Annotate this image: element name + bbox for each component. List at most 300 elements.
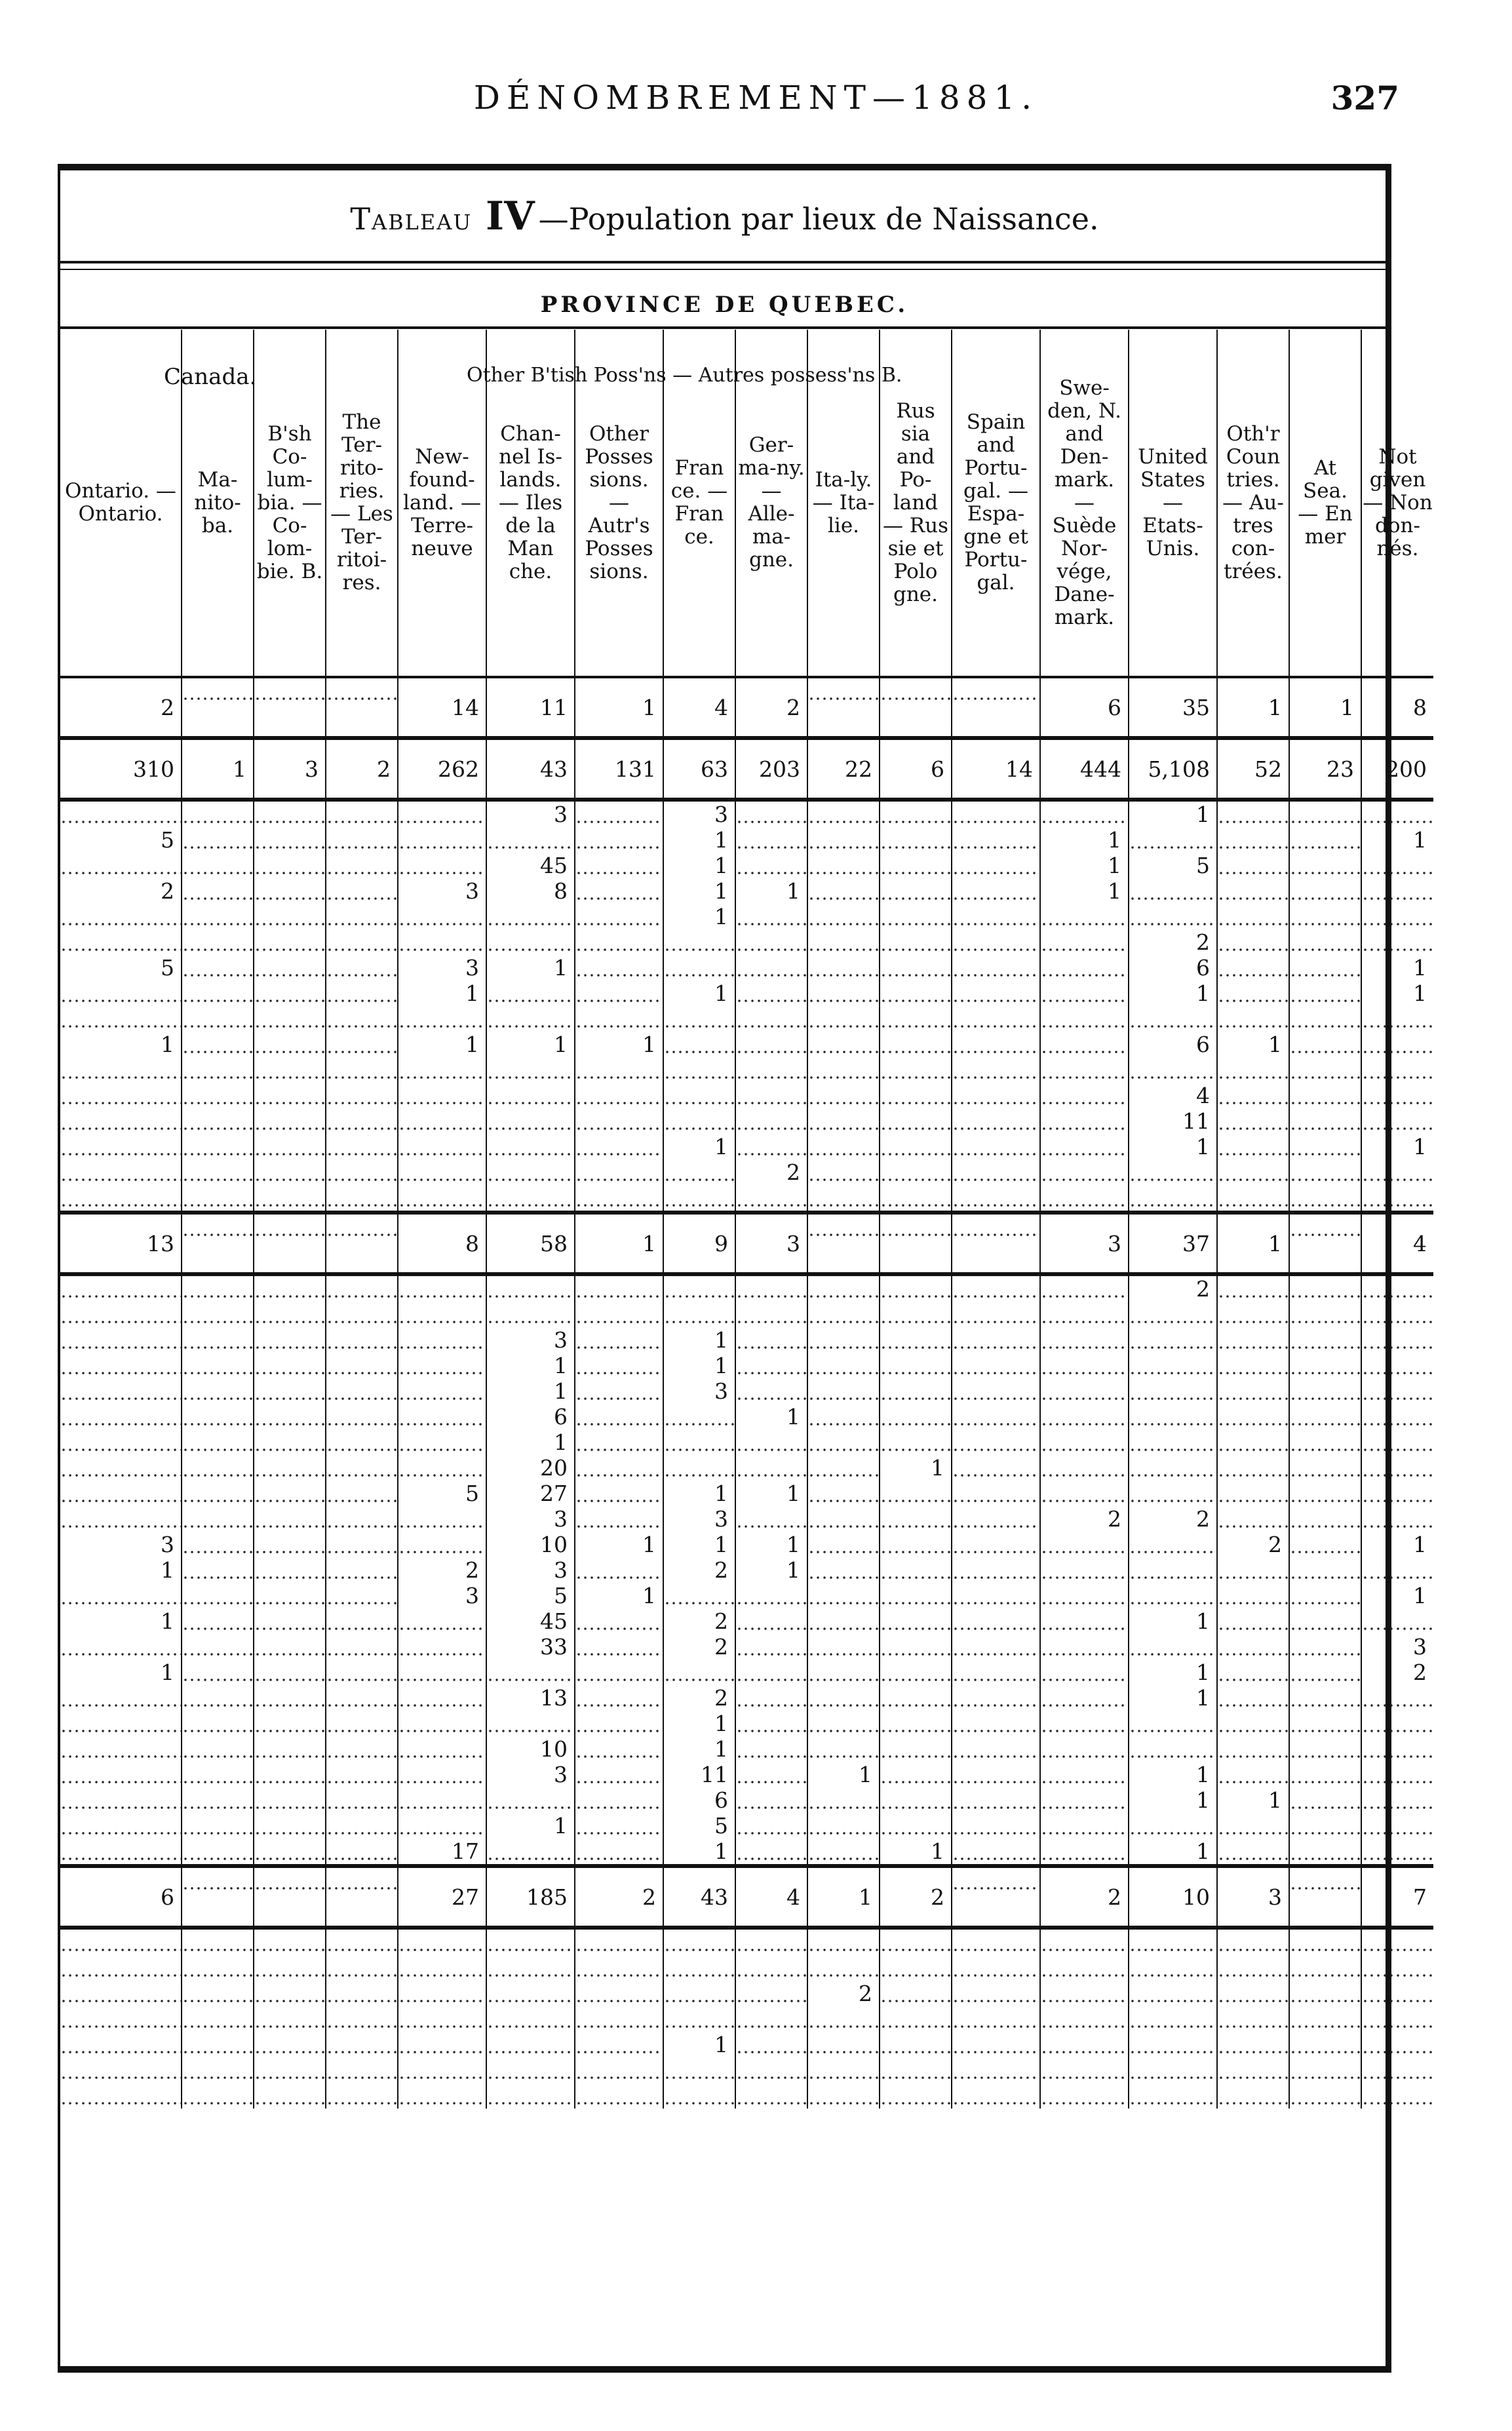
table-cell: 1 bbox=[486, 1378, 575, 1404]
table-cell bbox=[1129, 1981, 1217, 2006]
table-cell: 11 bbox=[1129, 1108, 1217, 1134]
table-cell bbox=[1129, 1532, 1217, 1557]
table-row bbox=[60, 1981, 1433, 2006]
table-cell bbox=[1040, 1634, 1129, 1660]
table-cell bbox=[575, 1378, 663, 1404]
table-row bbox=[60, 981, 1433, 1006]
table-cell bbox=[1217, 2032, 1289, 2057]
table-cell bbox=[1217, 1583, 1289, 1608]
col-header: Ma-nito-ba. bbox=[182, 330, 254, 677]
table-cell: 2 bbox=[60, 677, 182, 738]
table-cell bbox=[254, 1711, 326, 1736]
table-cell bbox=[807, 1557, 880, 1583]
table-cell bbox=[1040, 1032, 1129, 1057]
table-cell bbox=[1129, 1634, 1217, 1660]
table-cell: 1 bbox=[1129, 1608, 1217, 1634]
table-cell: 2 bbox=[663, 1608, 735, 1634]
table-cell bbox=[735, 904, 807, 929]
table-cell: 2 bbox=[161, 878, 174, 904]
total-row bbox=[60, 677, 1433, 738]
table-cell bbox=[1289, 1838, 1361, 1866]
table-cell bbox=[880, 1159, 952, 1185]
table-cell bbox=[1289, 1481, 1361, 1506]
table-cell bbox=[1217, 1378, 1289, 1404]
table-cell bbox=[1217, 1302, 1289, 1327]
table-cell bbox=[182, 1032, 254, 1057]
table-cell bbox=[398, 800, 486, 827]
table-cell: 1 bbox=[663, 1327, 735, 1353]
table-cell bbox=[486, 1981, 575, 2006]
table-cell bbox=[1129, 2083, 1217, 2109]
table-cell: 43 bbox=[663, 1866, 735, 1928]
table-cell bbox=[1040, 1302, 1129, 1327]
table-cell bbox=[807, 800, 880, 827]
table-row bbox=[60, 1711, 1433, 1736]
table-cell bbox=[1040, 1159, 1129, 1185]
table-cell bbox=[880, 677, 952, 738]
table-cell bbox=[1129, 1006, 1217, 1032]
table-cell bbox=[254, 955, 326, 981]
table-cell bbox=[880, 1608, 952, 1634]
table-cell: 2 bbox=[663, 1685, 735, 1711]
table-cell bbox=[486, 2083, 575, 2109]
table-cell bbox=[952, 1185, 1040, 1213]
table-cell bbox=[60, 1928, 182, 1955]
table-cell: 3 bbox=[735, 1213, 807, 1274]
table-cell bbox=[254, 929, 326, 955]
table-cell bbox=[398, 853, 486, 878]
table-cell bbox=[398, 1057, 486, 1083]
table-cell: 3 bbox=[254, 738, 326, 800]
table-cell: 23 bbox=[1289, 738, 1361, 800]
table-cell bbox=[60, 1429, 182, 1455]
table-cell bbox=[398, 1634, 486, 1660]
table-cell bbox=[1040, 1583, 1129, 1608]
table-cell: 6 bbox=[486, 1404, 575, 1429]
table-cell bbox=[326, 1787, 398, 1813]
table-cell bbox=[1217, 1660, 1289, 1685]
table-cell bbox=[880, 1928, 952, 1955]
table-cell bbox=[254, 1506, 326, 1532]
page-number: 327 bbox=[1330, 79, 1399, 117]
table-cell bbox=[1217, 878, 1289, 904]
table-row bbox=[60, 1455, 1433, 1481]
table-cell bbox=[807, 1928, 880, 1955]
table-cell bbox=[575, 827, 663, 853]
table-cell bbox=[60, 1455, 182, 1481]
table-cell bbox=[1129, 1327, 1217, 1353]
table-cell bbox=[254, 1083, 326, 1108]
table-cell: 2 bbox=[735, 1159, 807, 1185]
table-cell bbox=[254, 1006, 326, 1032]
table-cell bbox=[807, 1159, 880, 1185]
table-cell: 1 bbox=[1129, 1838, 1217, 1866]
table-cell bbox=[1289, 1866, 1361, 1928]
table-cell bbox=[880, 1057, 952, 1083]
table-cell bbox=[254, 1185, 326, 1213]
table-cell: 2 bbox=[326, 738, 398, 800]
table-cell bbox=[486, 1185, 575, 1213]
table-cell bbox=[735, 1108, 807, 1134]
table-cell bbox=[663, 1455, 735, 1481]
table-row bbox=[60, 1928, 1433, 1955]
table-cell: 1 bbox=[161, 1608, 174, 1634]
table-cell bbox=[398, 1404, 486, 1429]
table-cell bbox=[952, 1159, 1040, 1185]
table-cell bbox=[326, 904, 398, 929]
table-cell bbox=[1217, 2083, 1289, 2109]
table-cell bbox=[952, 1981, 1040, 2006]
table-cell bbox=[807, 1134, 880, 1159]
table-cell: 5 bbox=[161, 827, 174, 853]
table-cell bbox=[880, 1134, 952, 1159]
table-cell: 4 bbox=[735, 1866, 807, 1928]
table-cell bbox=[1129, 1378, 1217, 1404]
table-cell bbox=[60, 981, 182, 1006]
table-cell bbox=[1217, 1404, 1289, 1429]
table-row bbox=[60, 1134, 1433, 1159]
table-cell bbox=[952, 1108, 1040, 1134]
table-cell bbox=[1361, 1506, 1433, 1532]
table-cell: 1 bbox=[663, 2032, 735, 2057]
table-cell bbox=[1289, 1057, 1361, 1083]
table-cell bbox=[182, 2006, 254, 2032]
table-cell: 58 bbox=[486, 1213, 575, 1274]
table-cell bbox=[182, 853, 254, 878]
table-cell: 1 bbox=[575, 677, 663, 738]
table-cell bbox=[1361, 1455, 1433, 1481]
table-cell bbox=[952, 1955, 1040, 1981]
table-cell bbox=[254, 1787, 326, 1813]
table-cell bbox=[1289, 904, 1361, 929]
table-cell bbox=[952, 2057, 1040, 2083]
table-cell bbox=[575, 955, 663, 981]
table-cell bbox=[326, 878, 398, 904]
table-cell bbox=[1040, 1378, 1129, 1404]
table-cell bbox=[575, 1006, 663, 1032]
table-cell bbox=[1361, 1711, 1433, 1736]
table-cell: 5 bbox=[663, 1813, 735, 1838]
table-cell bbox=[1129, 1583, 1217, 1608]
table-cell bbox=[182, 1481, 254, 1506]
table-cell bbox=[735, 1134, 807, 1159]
table-cell bbox=[60, 2083, 182, 2109]
table-cell bbox=[254, 981, 326, 1006]
table-cell: 2 bbox=[1361, 1660, 1433, 1685]
table-cell: 13 bbox=[60, 1213, 182, 1274]
table-cell: 4 bbox=[1129, 1083, 1217, 1108]
table-cell: 1 bbox=[1361, 827, 1433, 853]
table-cell: 6 bbox=[663, 1787, 735, 1813]
table-cell bbox=[182, 1302, 254, 1327]
table-row bbox=[60, 853, 1433, 878]
table-cell bbox=[1217, 1928, 1289, 1955]
table-cell bbox=[1217, 1762, 1289, 1787]
table-cell bbox=[60, 800, 182, 827]
table-cell bbox=[575, 1928, 663, 1955]
col-header: The Ter-rito-ries. — Les Ter-ritoi-res. bbox=[326, 330, 398, 677]
col-header: New-found-land. — Terre-neuve bbox=[398, 330, 486, 677]
table-cell: 3 bbox=[486, 800, 575, 827]
table-cell bbox=[952, 827, 1040, 853]
table-cell bbox=[1289, 1108, 1361, 1134]
table-cell bbox=[663, 955, 735, 981]
table-cell bbox=[326, 2057, 398, 2083]
table-cell bbox=[575, 981, 663, 1006]
table-cell bbox=[1217, 1274, 1289, 1302]
table-cell bbox=[326, 1404, 398, 1429]
table-cell bbox=[60, 1378, 182, 1404]
table-cell bbox=[1129, 1185, 1217, 1213]
table-cell bbox=[486, 1711, 575, 1736]
table-cell bbox=[182, 904, 254, 929]
table-cell bbox=[326, 2083, 398, 2109]
table-cell bbox=[1217, 929, 1289, 955]
table-cell bbox=[1289, 1404, 1361, 1429]
table-cell bbox=[1289, 1634, 1361, 1660]
col-header: Fran ce. — Fran ce. bbox=[663, 330, 735, 677]
table-cell bbox=[60, 1404, 182, 1429]
table-cell bbox=[1217, 1557, 1289, 1583]
table-cell bbox=[952, 981, 1040, 1006]
col-header: Rus sia and Po-land — Rus sie et Polo gne. bbox=[880, 330, 952, 677]
table-cell bbox=[1289, 1608, 1361, 1634]
table-cell bbox=[326, 1429, 398, 1455]
table-cell bbox=[952, 1006, 1040, 1032]
table-cell bbox=[575, 1327, 663, 1353]
table-cell: 1 bbox=[735, 878, 807, 904]
table-cell bbox=[1129, 1159, 1217, 1185]
table-cell bbox=[326, 1838, 398, 1866]
table-cell bbox=[735, 1838, 807, 1866]
table-cell bbox=[807, 1660, 880, 1685]
table-cell bbox=[1129, 1813, 1217, 1838]
table-cell bbox=[807, 904, 880, 929]
table-cell bbox=[807, 1057, 880, 1083]
col-header: Chan-nel Is-lands. — Iles de la Man che. bbox=[486, 330, 575, 677]
table-cell: 1 bbox=[575, 1532, 663, 1557]
table-cell bbox=[1289, 878, 1361, 904]
table-cell bbox=[326, 1557, 398, 1583]
table-cell bbox=[952, 677, 1040, 738]
table-cell bbox=[735, 981, 807, 1006]
table-cell bbox=[1289, 2057, 1361, 2083]
table-cell bbox=[575, 2032, 663, 2057]
table-cell bbox=[1217, 1108, 1289, 1134]
table-cell bbox=[880, 1660, 952, 1685]
table-cell bbox=[60, 2006, 182, 2032]
table-cell: 6 bbox=[880, 738, 952, 800]
table-cell: 14 bbox=[952, 738, 1040, 800]
table-cell bbox=[663, 1981, 735, 2006]
table-cell: 5,108 bbox=[1129, 738, 1217, 800]
table-cell bbox=[1361, 929, 1433, 955]
table-cell bbox=[1040, 2057, 1129, 2083]
table-cell bbox=[1289, 1981, 1361, 2006]
table-cell bbox=[1040, 1813, 1129, 1838]
table-cell bbox=[182, 1134, 254, 1159]
table-cell bbox=[1129, 2032, 1217, 2057]
table-cell bbox=[1361, 2057, 1433, 2083]
table-cell bbox=[663, 929, 735, 955]
table-cell bbox=[254, 1159, 326, 1185]
table-cell bbox=[1289, 827, 1361, 853]
table-cell bbox=[1040, 1838, 1129, 1866]
table-cell: 1 bbox=[575, 1213, 663, 1274]
table-cell bbox=[486, 981, 575, 1006]
table-cell bbox=[1217, 853, 1289, 878]
table-cell bbox=[326, 1955, 398, 1981]
table-cell bbox=[1040, 1557, 1129, 1583]
table-cell bbox=[326, 1866, 398, 1928]
table-cell bbox=[880, 1685, 952, 1711]
table-cell bbox=[182, 2083, 254, 2109]
table-cell bbox=[1217, 1006, 1289, 1032]
table-cell bbox=[952, 1762, 1040, 1787]
table-cell bbox=[182, 1006, 254, 1032]
table-cell bbox=[807, 1506, 880, 1532]
table-cell bbox=[486, 929, 575, 955]
table-cell bbox=[486, 1660, 575, 1685]
table-cell bbox=[1361, 1353, 1433, 1378]
table-cell bbox=[1040, 1057, 1129, 1083]
table-cell bbox=[1040, 955, 1129, 981]
table-cell: 3 bbox=[663, 1506, 735, 1532]
table-row bbox=[60, 1608, 1433, 1634]
table-cell bbox=[575, 1787, 663, 1813]
table-cell: 17 bbox=[398, 1838, 486, 1866]
table-cell bbox=[398, 1660, 486, 1685]
table-cell bbox=[398, 1787, 486, 1813]
table-row bbox=[60, 1404, 1433, 1429]
table-cell: 2 bbox=[575, 1866, 663, 1928]
table-cell: 22 bbox=[807, 738, 880, 800]
table-cell bbox=[60, 929, 182, 955]
table-cell bbox=[326, 2006, 398, 2032]
table-cell: 3 bbox=[398, 878, 486, 904]
col-header: Ita-ly. — Ita-lie. bbox=[807, 330, 880, 677]
table-cell bbox=[1040, 1353, 1129, 1378]
table-cell: 1 bbox=[663, 853, 735, 878]
table-cell bbox=[663, 2006, 735, 2032]
table-cell bbox=[663, 1955, 735, 1981]
table-cell bbox=[60, 1302, 182, 1327]
table-cell bbox=[1040, 2032, 1129, 2057]
table-cell bbox=[182, 1057, 254, 1083]
table-cell: 10 bbox=[486, 1532, 575, 1557]
table-cell bbox=[254, 2083, 326, 2109]
table-cell bbox=[254, 1032, 326, 1057]
table-cell bbox=[398, 2083, 486, 2109]
tableau-number: IV bbox=[486, 193, 535, 239]
table-cell bbox=[398, 827, 486, 853]
table-cell bbox=[735, 1955, 807, 1981]
table-cell: 1 bbox=[1129, 1762, 1217, 1787]
table-cell bbox=[1289, 2083, 1361, 2109]
table-cell: 203 bbox=[735, 738, 807, 800]
table-cell bbox=[952, 1455, 1040, 1481]
table-cell bbox=[1217, 1736, 1289, 1762]
table-cell bbox=[182, 1711, 254, 1736]
table-cell bbox=[486, 904, 575, 929]
table-cell: 3 bbox=[663, 800, 735, 827]
table-cell bbox=[880, 2083, 952, 2109]
table-row bbox=[60, 1108, 1433, 1134]
table-cell bbox=[1129, 1057, 1217, 1083]
table-cell bbox=[1289, 1955, 1361, 1981]
table-cell: 8 bbox=[486, 878, 575, 904]
table-cell: 1 bbox=[663, 878, 735, 904]
table-cell bbox=[952, 1866, 1040, 1928]
table-cell bbox=[880, 1006, 952, 1032]
table-cell: 1 bbox=[1361, 1134, 1433, 1159]
table-cell bbox=[182, 1185, 254, 1213]
table-cell bbox=[60, 2057, 182, 2083]
table-cell bbox=[1289, 1378, 1361, 1404]
table-cell bbox=[880, 1108, 952, 1134]
table-cell bbox=[254, 1134, 326, 1159]
table-cell bbox=[1289, 1213, 1361, 1274]
table-cell bbox=[807, 981, 880, 1006]
table-cell bbox=[1129, 878, 1217, 904]
census-table bbox=[60, 330, 1433, 2109]
table-cell bbox=[254, 1532, 326, 1557]
table-cell bbox=[1361, 1378, 1433, 1404]
table-cell: 33 bbox=[486, 1634, 575, 1660]
table-cell bbox=[1361, 878, 1433, 904]
col-header: Other Posses sions. — Autr's Posses sions. bbox=[575, 330, 663, 677]
table-cell bbox=[182, 1583, 254, 1608]
table-cell bbox=[952, 1353, 1040, 1378]
table-cell bbox=[1289, 1353, 1361, 1378]
table-cell bbox=[807, 1455, 880, 1481]
table-cell bbox=[1289, 1736, 1361, 1762]
table-cell bbox=[1361, 904, 1433, 929]
table-cell bbox=[807, 1185, 880, 1213]
table-cell bbox=[575, 1455, 663, 1481]
table-cell: 1 bbox=[1129, 800, 1217, 827]
table-cell: 1 bbox=[735, 1481, 807, 1506]
table-cell: 2 bbox=[663, 1634, 735, 1660]
table-cell bbox=[182, 929, 254, 955]
col-header: At Sea. — En mer bbox=[1289, 330, 1361, 677]
table-cell bbox=[952, 1032, 1040, 1057]
table-cell bbox=[326, 1327, 398, 1353]
table-cell: 1 bbox=[1361, 981, 1433, 1006]
table-cell bbox=[880, 2057, 952, 2083]
table-cell bbox=[1040, 1787, 1129, 1813]
table-cell bbox=[1361, 1928, 1433, 1955]
table-cell bbox=[182, 1608, 254, 1634]
table-cell bbox=[254, 1108, 326, 1134]
table-cell bbox=[1361, 1838, 1433, 1866]
table-cell bbox=[1289, 853, 1361, 878]
table-cell: 1 bbox=[1217, 1213, 1289, 1274]
col-header: Not given — Non don-nés. bbox=[1361, 330, 1433, 677]
table-cell: 3 bbox=[1361, 1634, 1433, 1660]
table-cell: 262 bbox=[398, 738, 486, 800]
table-cell bbox=[1217, 955, 1289, 981]
table-cell bbox=[254, 2032, 326, 2057]
table-row bbox=[60, 904, 1433, 929]
table-cell bbox=[735, 1506, 807, 1532]
table-cell bbox=[486, 1083, 575, 1108]
table-cell bbox=[398, 1327, 486, 1353]
table-cell bbox=[326, 1736, 398, 1762]
table-cell: 1 bbox=[1129, 981, 1217, 1006]
table-cell bbox=[1289, 1813, 1361, 1838]
table-cell: 4 bbox=[1361, 1213, 1433, 1274]
